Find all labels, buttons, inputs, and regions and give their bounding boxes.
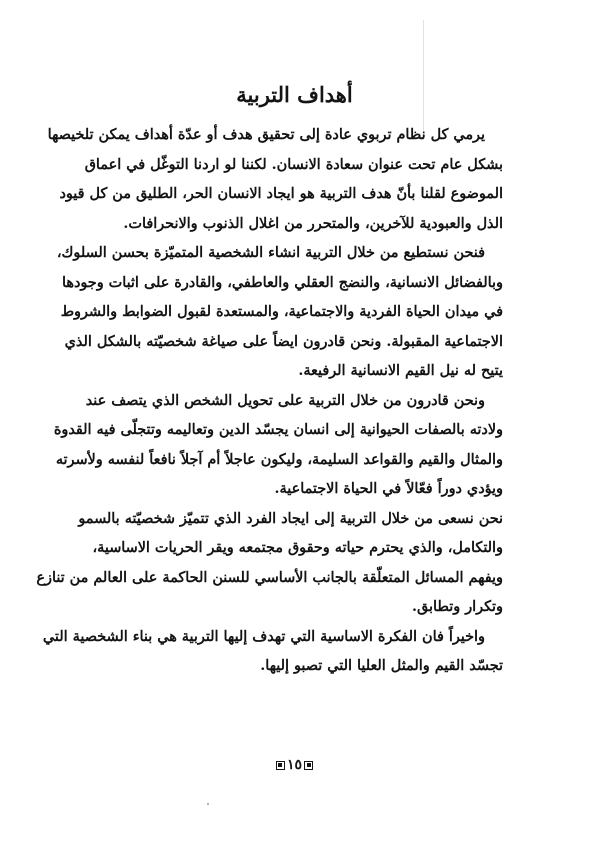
text-line: الاجتماعية المقبولة. ونحن قادرون ايضاً على صياغة شخصيّته بالشكل الذي (64, 332, 503, 350)
paragraph (56, 238, 503, 386)
text-line: الموضوع لقلنا بأنّ هدف التربية هو ايجاد الانسان الحر، الطليق من كل قيود (59, 185, 503, 202)
page-number-value: ١٥ (286, 757, 303, 773)
text-line: في ميدان الحياة الفردية والاجتماعية، والمستعدة لقبول الضوابط والشروط (60, 303, 503, 320)
text-line: ويؤدي دوراً فعّالاً في الحياة الاجتماعية. (274, 480, 503, 497)
chapter-title: أهداف التربية (236, 82, 353, 107)
paragraph (36, 504, 503, 622)
body-text (36, 120, 503, 681)
text-line: والمثال والقيم والقواعد السليمة، وليكون عاجلاً أم آجلاً نافعاً لنفسه ولأسرته (55, 450, 503, 468)
paragraph (47, 120, 503, 238)
text-line: والتكامل، والذي يحترم حياته وحقوق مجتمعه ويقر الحريات الاساسية، (92, 539, 503, 556)
speck-mark (207, 803, 209, 805)
text-line: يرمي كل نظام تربوي عادة إلى تحقيق هدف أو عدّة أهداف يمكن تلخيصها (47, 126, 485, 143)
text-line: وبالفضائل الانسانية، والنضج العقلي والعاطفي، والقادرة على اثبات وجودها (61, 273, 503, 291)
text-line: نحن نسعى من خلال التربية إلى ايجاد الفرد الذي تتميّز شخصيّته بالسمو (78, 509, 503, 527)
paragraph (53, 386, 503, 504)
square-ornament-icon (276, 761, 285, 770)
square-ornament-icon (304, 761, 313, 770)
text-line: ونحن قادرون من خلال التربية على تحويل الشخص الذي يتصف عند (85, 391, 485, 409)
text-line: يتيح له نيل القيم الانسانية الرفيعة. (298, 362, 503, 379)
text-line: تجسّد القيم والمثل العليا التي تصبو إليها. (260, 657, 503, 674)
text-line: وتكرار وتطابق. (412, 598, 503, 615)
text-line: ويفهم المسائل المتعلّقة بالجانب الأساسي للسنن الحاكمة على العالم من تنازع (36, 568, 503, 586)
text-line: فنحن نستطيع من خلال التربية انشاء الشخصية المتميّزة بحسن السلوك، (56, 244, 485, 261)
text-line: واخيراً فان الفكرة الاساسية التي تهدف إليها التربية هي بناء الشخصية التي (42, 627, 485, 645)
text-line: ولادته بالصفات الحيوانية إلى انسان يجسّد الدين وتعاليمه وتتجلّى فيه القدوة (53, 421, 503, 438)
text-line: الذل والعبودية للآخرين، والمتحرر من اغلال الذنوب والانحرافات. (123, 214, 503, 232)
paragraph (42, 622, 503, 681)
text-line: بشكل عام تحت عنوان سعادة الانسان. لكننا لو اردنا التوغّل في اعماق (84, 155, 503, 173)
page-number (0, 757, 589, 773)
